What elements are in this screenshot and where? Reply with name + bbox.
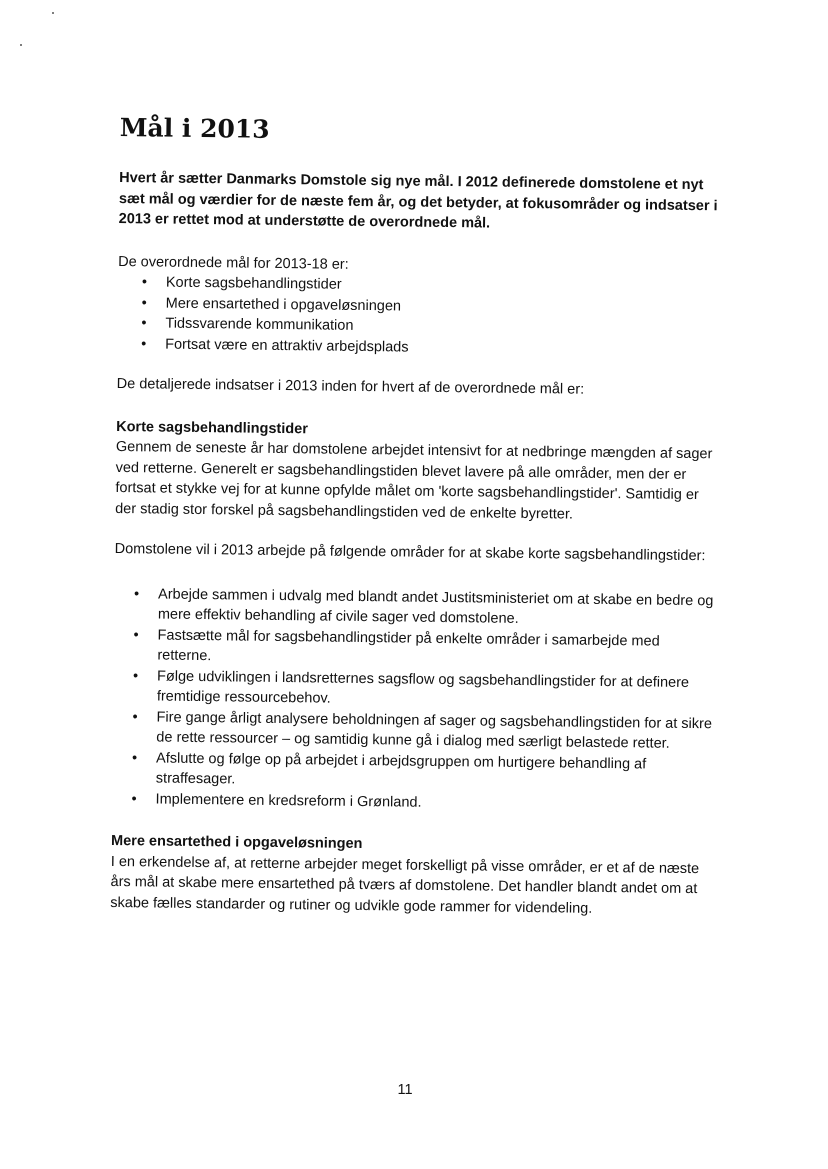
- list-item: • Tidssvarende kommunikation: [117, 313, 717, 341]
- scan-speck: [52, 12, 54, 14]
- scan-speck: [20, 44, 22, 46]
- page-title: Mål i 2013: [119, 112, 270, 144]
- list-item: • Afslutte og følge op på arbejdet i arbejdsgruppen om hurtigere behandling af straffesager.: [112, 747, 712, 795]
- intro-paragraph: Hvert år sætter Danmarks Domstole sig nye mål. I 2012 definerede domstolene et nyt sæt mål og værdier for de næste fem år, og det betyder, at fokusområder og indsatser i 2013 er rettet mod at understøtte de overordnede mål.: [118, 169, 718, 232]
- list-item: • Fastsætte mål for sagsbehandlingstider på enkelte områder i samarbejde med retterne.: [113, 624, 713, 672]
- list-item: • Implementere en kredsreform i Grønland.: [111, 788, 711, 816]
- list-item: • Følge udviklingen i landsretternes sagsflow og sagsbehandlingstider for at definere fremtidige ressourcebehov.: [113, 665, 713, 713]
- list-item: • Korte sagsbehandlingstider: [118, 272, 718, 300]
- list-item: • Fortsat være en attraktiv arbejdsplads: [117, 333, 717, 361]
- list-item: • Arbejde sammen i udvalg med blandt andet Justitsministeriet om at skabe en bedre og mere effektiv behandling af civile sager ved domstolene.: [114, 583, 714, 631]
- section-paragraph: Domstolene vil i 2013 arbejde på følgende områder for at skabe korte sagsbehandlingstider:: [114, 540, 706, 565]
- section-heading: Korte sagsbehandlingstider: [116, 418, 309, 437]
- section-heading: Mere ensartethed i opgaveløsningen: [110, 832, 363, 853]
- section-paragraph: I en erkendelse af, at retterne arbejder meget forskelligt på visse områder, er et af de næste års mål at skabe mere ensartethed på tværs af domstolene. Det handler blandt andet om at skabe fælles standarder og rutiner og udvikle gode rammer for videndeling.: [110, 853, 700, 917]
- overall-goals-list: [117, 272, 718, 361]
- detailed-lead: De detaljerede indsatser i 2013 inden for hvert af de overordnede mål er:: [116, 375, 585, 398]
- list-item: • Fire gange årligt analysere beholdningen af sager og sagsbehandlingstiden for at sikre de rette ressourcer – og samtidig kunne gå i dialog med særligt belastede retter.: [112, 706, 712, 754]
- section-paragraph: Gennem de seneste år har domstolene arbejdet intensivt for at nedbringe mængden af sager ved retterne. Generelt er sagsbehandlingstiden blevet lavere på alle områder, men der er fortsat et stykke vej for at kunne opfylde målet om 'korte sagsbehandlingstider'. Samtidig er der stadig stor forskel på sagsbehandlingstiden ved de enkelte byretter.: [115, 438, 713, 523]
- list-item: • Mere ensartethed i opgaveløsningen: [118, 292, 718, 320]
- page-number: 11: [397, 1082, 413, 1098]
- page-content: [110, 112, 720, 920]
- initiatives-list: [111, 583, 714, 816]
- overall-goals-lead: De overordnede mål for 2013-18 er:: [118, 253, 349, 273]
